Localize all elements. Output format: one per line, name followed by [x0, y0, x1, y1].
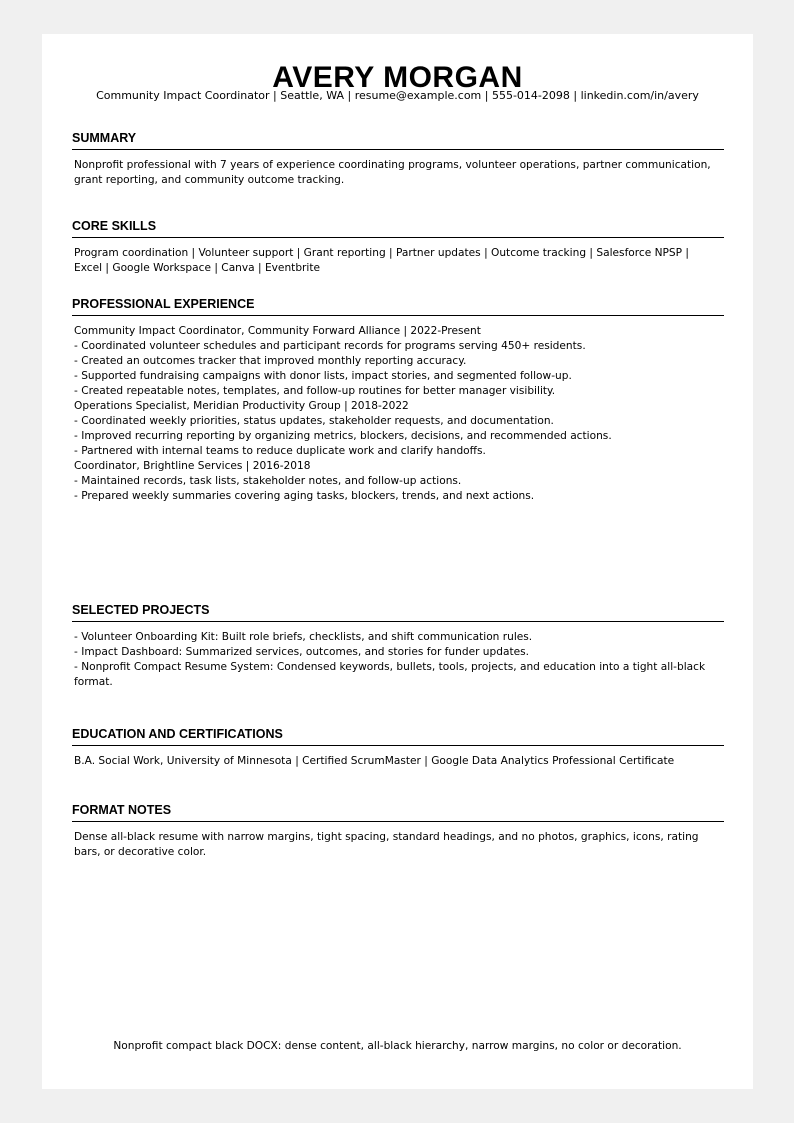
- summary-text: Nonprofit professional with 7 years of experience coordinating programs, volunteer operations, partner communication, grant reporting, and community outcome tracking.: [74, 159, 711, 186]
- experience-bullet: - Coordinated volunteer schedules and participant records for programs serving 450+ residents.: [74, 340, 586, 352]
- format-notes-heading: FORMAT NOTES: [72, 802, 724, 822]
- project-item: - Nonprofit Compact Resume System: Condensed keywords, bullets, tools, projects, and education into a tight all-black format.: [74, 661, 706, 688]
- projects-list: [74, 630, 714, 690]
- experience-bullet: - Coordinated weekly priorities, status updates, stakeholder requests, and documentation.: [74, 415, 554, 427]
- footer-note: Nonprofit compact black DOCX: dense content, all-black hierarchy, narrow margins, no color or decoration.: [113, 1040, 682, 1052]
- experience-heading: PROFESSIONAL EXPERIENCE: [72, 296, 724, 316]
- projects-heading: SELECTED PROJECTS: [72, 602, 724, 622]
- experience-role-title: Coordinator, Brightline Services | 2016-2018: [74, 460, 311, 472]
- summary-heading: SUMMARY: [72, 130, 724, 150]
- experience-bullet: - Improved recurring reporting by organizing metrics, blockers, decisions, and recommended actions.: [74, 430, 612, 442]
- experience-bullet: - Supported fundraising campaigns with donor lists, impact stories, and segmented follow-up.: [74, 370, 572, 382]
- experience-bullet: - Partnered with internal teams to reduce duplicate work and clarify handoffs.: [74, 445, 486, 457]
- experience-bullet: - Maintained records, task lists, stakeholder notes, and follow-up actions.: [74, 475, 462, 487]
- contact-line: Community Impact Coordinator | Seattle, WA | resume@example.com | 555-014-2098 | linkedin.com/in/avery: [96, 89, 699, 102]
- resume-page: [42, 34, 753, 1089]
- skills-text: Program coordination | Volunteer support | Grant reporting | Partner updates | Outcome tracking | Salesforce NPSP | Excel | Google Workspace | Canva | Eventbrite: [74, 247, 689, 274]
- experience-list: [74, 324, 714, 504]
- skills-heading: CORE SKILLS: [72, 218, 724, 238]
- project-item: - Impact Dashboard: Summarized services, outcomes, and stories for funder updates.: [74, 646, 530, 658]
- experience-role-title: Operations Specialist, Meridian Productivity Group | 2018-2022: [74, 400, 409, 412]
- education-text: B.A. Social Work, University of Minnesota | Certified ScrumMaster | Google Data Analytics Professional Certificate: [74, 755, 675, 767]
- experience-role-title: Community Impact Coordinator, Community Forward Alliance | 2022-Present: [74, 325, 481, 337]
- candidate-name: AVERY MORGAN: [272, 61, 523, 94]
- experience-bullet: - Prepared weekly summaries covering aging tasks, blockers, trends, and next actions.: [74, 490, 535, 502]
- project-item: - Volunteer Onboarding Kit: Built role briefs, checklists, and shift communication rules.: [74, 631, 533, 643]
- experience-bullet: - Created an outcomes tracker that improved monthly reporting accuracy.: [74, 355, 467, 367]
- experience-bullet: - Created repeatable notes, templates, and follow-up routines for better manager visibility.: [74, 385, 556, 397]
- format-notes-text: Dense all-black resume with narrow margins, tight spacing, standard headings, and no photos, graphics, icons, rating bars, or decorative color.: [74, 831, 699, 858]
- education-heading: EDUCATION AND CERTIFICATIONS: [72, 726, 724, 746]
